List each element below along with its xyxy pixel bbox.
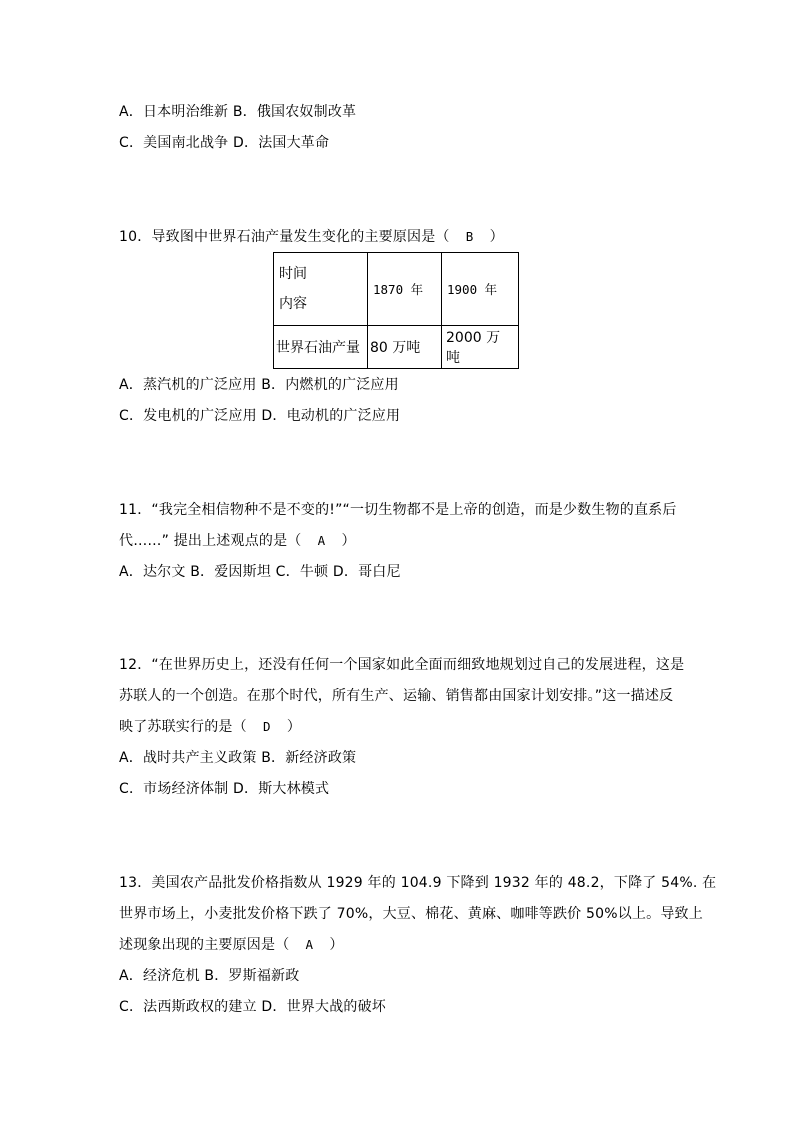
q9-option-ab: A．日本明治维新 B．俄国农奴制改革 (119, 104, 357, 120)
q11-stem-line1: 11．“我完全相信物种不是不变的!”“一切生物都不是上帝的创造，而是少数生物的直系后 (119, 502, 677, 518)
table-header-row (274, 253, 519, 326)
q12-option-cd: C．市场经济体制 D．斯大林模式 (119, 781, 330, 797)
header-content: 内容 (279, 296, 307, 312)
q12-stem-line2: 苏联人的一个创造。在那个时代，所有生产、运输、销售都由国家计划安排。”这一描述反 (119, 688, 674, 704)
q12-stem-text: 映了苏联实行的是（ (119, 719, 247, 735)
row-label-oil-production: 世界石油产量 (274, 326, 368, 369)
q13-answer: A (305, 937, 314, 952)
header-1870: 1870 年 (368, 253, 442, 326)
value-1870: 80 万吨 (368, 326, 442, 369)
q13-close: ） (329, 937, 344, 953)
q10-stem (119, 227, 504, 247)
q12-close: ） (286, 719, 302, 735)
value-1900: 2000 万吨 (442, 326, 519, 369)
q13-option-cd: C．法西斯政权的建立 D．世界大战的破坏 (119, 999, 387, 1015)
header-time: 时间 (279, 266, 307, 282)
q10-close: ） (489, 229, 504, 245)
table-row (274, 326, 519, 369)
q10-answer: B (465, 229, 474, 244)
q10-option-ab: A．蒸汽机的广泛应用 B．内燃机的广泛应用 (119, 377, 399, 393)
q11-stem-line2 (119, 531, 356, 551)
q13-stem-line1: 13．美国农产品批发价格指数从 1929 年的 104.9 下降到 1932 年的 48.2，下降了 54%. 在 (119, 875, 717, 891)
q13-stem-line2: 世界市场上，小麦批发价格下跌了 70%，大豆、棉花、黄麻、咖啡等跌价 50%以上。导致上 (119, 906, 703, 922)
q11-answer: A (317, 533, 326, 548)
q12-answer: D (262, 719, 271, 734)
oil-production-table (273, 252, 519, 369)
q11-options: A．达尔文 B．爱因斯坦 C．牛顿 D．哥白尼 (119, 564, 401, 580)
q10-stem-text: 10．导致图中世界石油产量发生变化的主要原因是（ (119, 229, 450, 245)
q11-stem-text: 代……” 提出上述观点的是（ (119, 533, 302, 549)
q12-stem-line3 (119, 717, 301, 737)
q12-stem-line1: 12．“在世界历史上，还没有任何一个国家如此全面而细致地规划过自己的发展进程，这是 (119, 657, 685, 673)
header-1900: 1900 年 (442, 253, 519, 326)
q13-option-ab: A．经济危机 B．罗斯福新政 (119, 968, 300, 984)
q11-close: ） (341, 533, 356, 549)
q9-option-cd: C．美国南北战争 D．法国大革命 (119, 135, 330, 151)
table-header-corner (274, 253, 368, 326)
q13-stem-text: 述现象出现的主要原因是（ (119, 937, 290, 953)
q12-option-ab: A．战时共产主义政策 B．新经济政策 (119, 750, 357, 766)
q13-stem-line3 (119, 935, 344, 955)
q10-option-cd: C．发电机的广泛应用 D．电动机的广泛应用 (119, 408, 401, 424)
